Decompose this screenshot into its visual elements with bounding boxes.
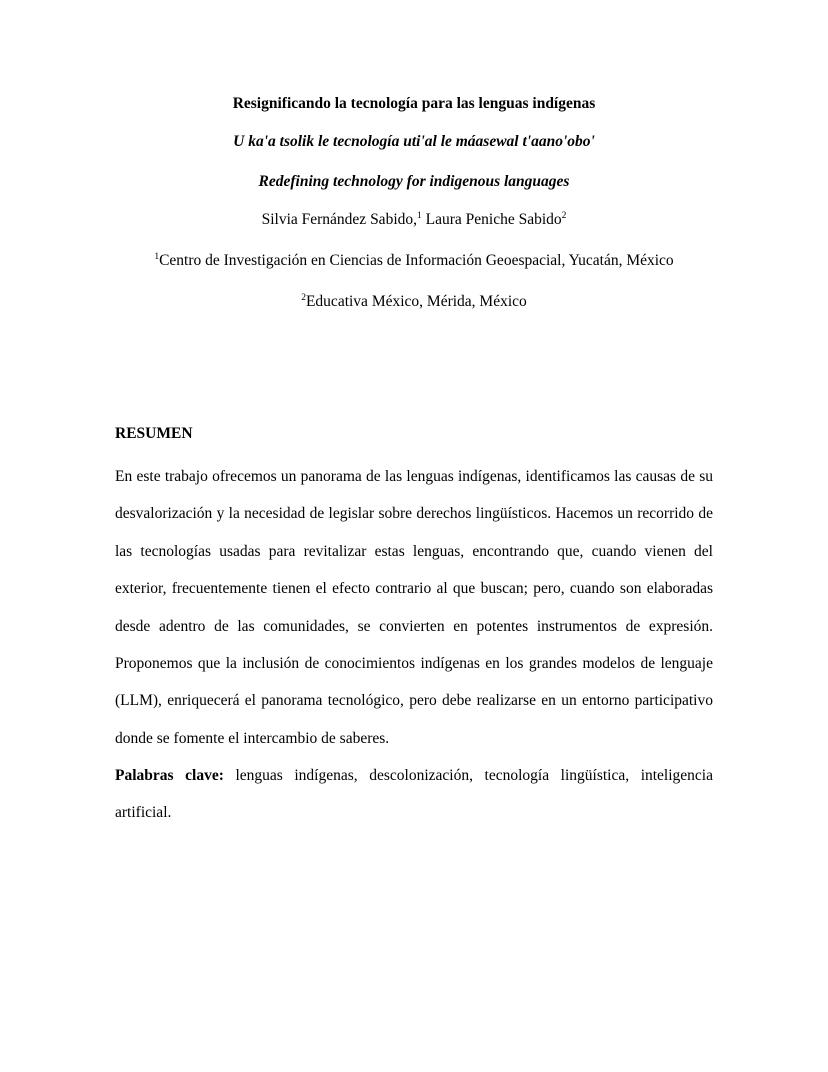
keywords-label: Palabras clave:	[115, 767, 224, 784]
affiliation-mark: 2	[561, 211, 567, 221]
affiliation-text: Centro de Investigación en Ciencias de Información Geoespacial, Yucatán, México	[159, 252, 674, 269]
author-list	[0, 210, 828, 230]
author-name: Silvia Fernández Sabido,	[261, 211, 417, 228]
affiliation-mark: 1	[154, 252, 160, 262]
affiliation-mark: 1	[417, 211, 422, 221]
affiliation-text: Educativa México, Mérida, México	[305, 293, 527, 310]
affiliation-2	[0, 292, 828, 312]
affiliation-mark: 2	[301, 293, 306, 303]
keywords-text: lenguas indígenas, descolonización, tecnología lingüística, inteligencia artificial.	[115, 767, 713, 822]
author-name: Laura Peniche Sabido	[425, 211, 562, 228]
paper-title-maya: U ka'a tsolik le tecnología uti'al le máasewal t'aano'obo'	[233, 133, 595, 150]
keywords	[115, 757, 713, 832]
paper-title: Resignificando la tecnología para las lenguas indígenas	[232, 95, 596, 112]
abstract-heading: RESUMEN	[115, 425, 193, 442]
paper-title-english: Redefining technology for indigenous languages	[258, 173, 570, 190]
affiliation-1	[0, 251, 828, 271]
abstract-body: En este trabajo ofrecemos un panorama de las lenguas indígenas, identificamos las causas de su desvalorización y la necesidad de legislar sobre derechos lingüísticos. Hacemos un recorrido de las tecnologías usadas para revitalizar estas lenguas, encontrando que, cuando vienen del exterior, frecuentemente tienen el efecto contrario al que buscan; pero, cuando son elaboradas desde adentro de las comunidades, se convierten en potentes instrumentos de expresión. Proponemos que la inclusión de conocimientos indígenas en los grandes modelos de lenguaje (LLM), enriquecerá el panorama tecnológico, pero debe realizarse en un entorno participativo donde se fomente el intercambio de saberes.	[115, 468, 713, 747]
